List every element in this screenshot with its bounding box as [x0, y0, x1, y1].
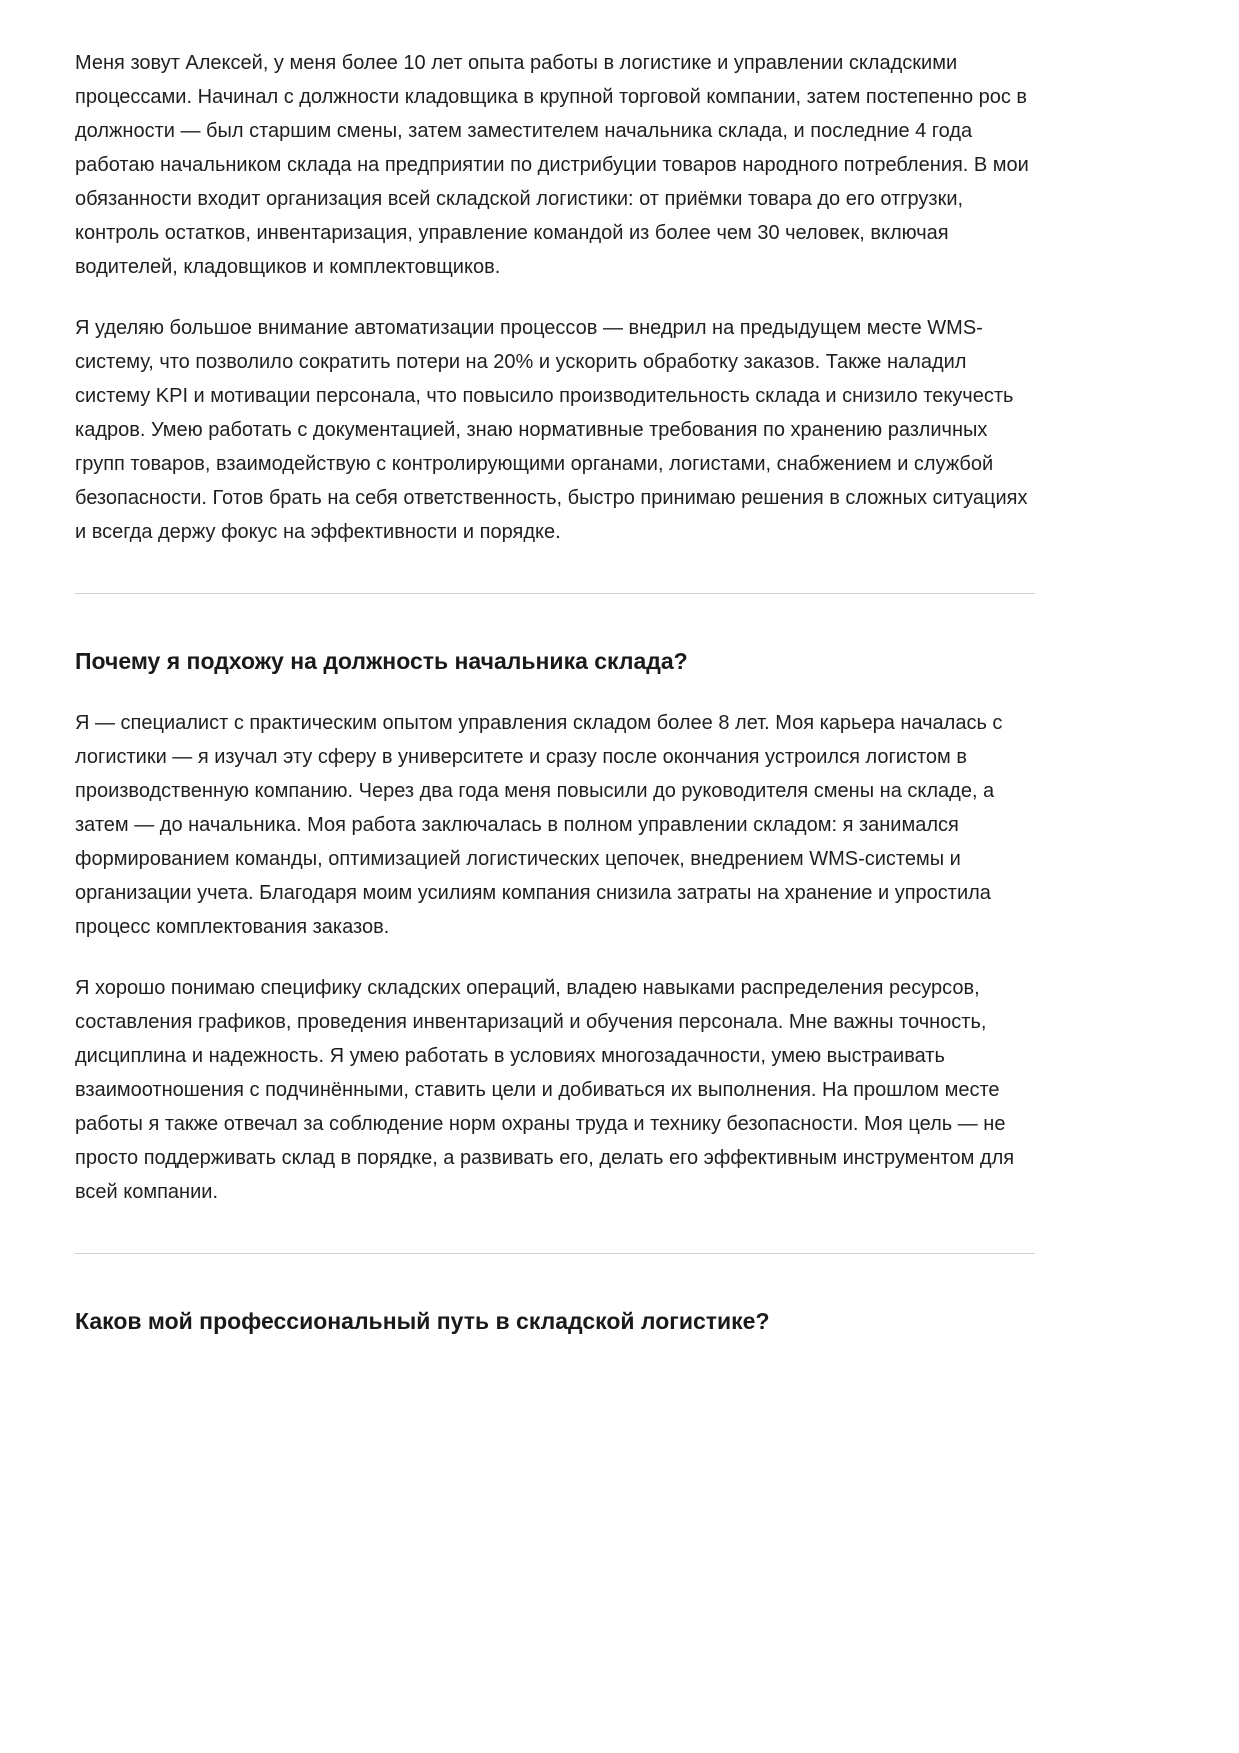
section-heading-2: Каков мой профессиональный путь в складской логистике?	[75, 1308, 770, 1334]
intro-paragraph-2: Я уделяю большое внимание автоматизации процессов — внедрил на предыдущем месте WMS-систему, что позволило сократить потери на 20% и ускорить обработку заказов. Также наладил систему KPI и мотивации персонала, что повысило производительность склада и снизило текучесть кадров. Умею работать с документацией, знаю нормативные требования по хранению различных групп товаров, взаимодействую с контролирующими органами, логистами, снабжением и службой безопасности. Готов брать на себя ответственность, быстро принимаю решения в сложных ситуациях и всегда держу фокус на эффективности и порядке.	[75, 317, 1028, 543]
section-divider-2	[75, 1253, 1035, 1254]
section-heading-1: Почему я подхожу на должность начальника склада?	[75, 648, 688, 674]
section1-paragraph-1: Я — специалист с практическим опытом управления складом более 8 лет. Моя карьера началась с логистики — я изучал эту сферу в университете и сразу после окончания устроился логистом в производственную компанию. Через два года меня повысили до руководителя смены на складе, а затем — до начальника. Моя работа заключалась в полном управлении складом: я занимался формированием команды, оптимизацией логистических цепочек, внедрением WMS-системы и организации учета. Благодаря моим усилиям компания снизила затраты на хранение и упростила процесс комплектования заказов.	[75, 712, 1003, 938]
section-divider-1	[75, 593, 1035, 594]
section1-paragraph-2: Я хорошо понимаю специфику складских операций, владею навыками распределения ресурсов, составления графиков, проведения инвентаризаций и обучения персонала. Мне важны точность, дисциплина и надежность. Я умею работать в условиях многозадачности, умею выстраивать взаимоотношения с подчинёнными, ставить цели и добиваться их выполнения. На прошлом месте работы я также отвечал за соблюдение норм охраны труда и технику безопасности. Моя цель — не просто поддерживать склад в порядке, а развивать его, делать его эффективным инструментом для всей компании.	[75, 977, 1015, 1203]
intro-paragraph-1: Меня зовут Алексей, у меня более 10 лет опыта работы в логистике и управлении складскими процессами. Начинал с должности кладовщика в крупной торговой компании, затем постепенно рос в должности — был старшим смены, затем заместителем начальника склада, и последние 4 года работаю начальником склада на предприятии по дистрибуции товаров народного потребления. В мои обязанности входит организация всей складской логистики: от приёмки товара до его отгрузки, контроль остатков, инвентаризация, управление командой из более чем 30 человек, включая водителей, кладовщиков и комплектовщиков.	[75, 52, 1029, 278]
document-content	[75, 46, 1035, 1336]
